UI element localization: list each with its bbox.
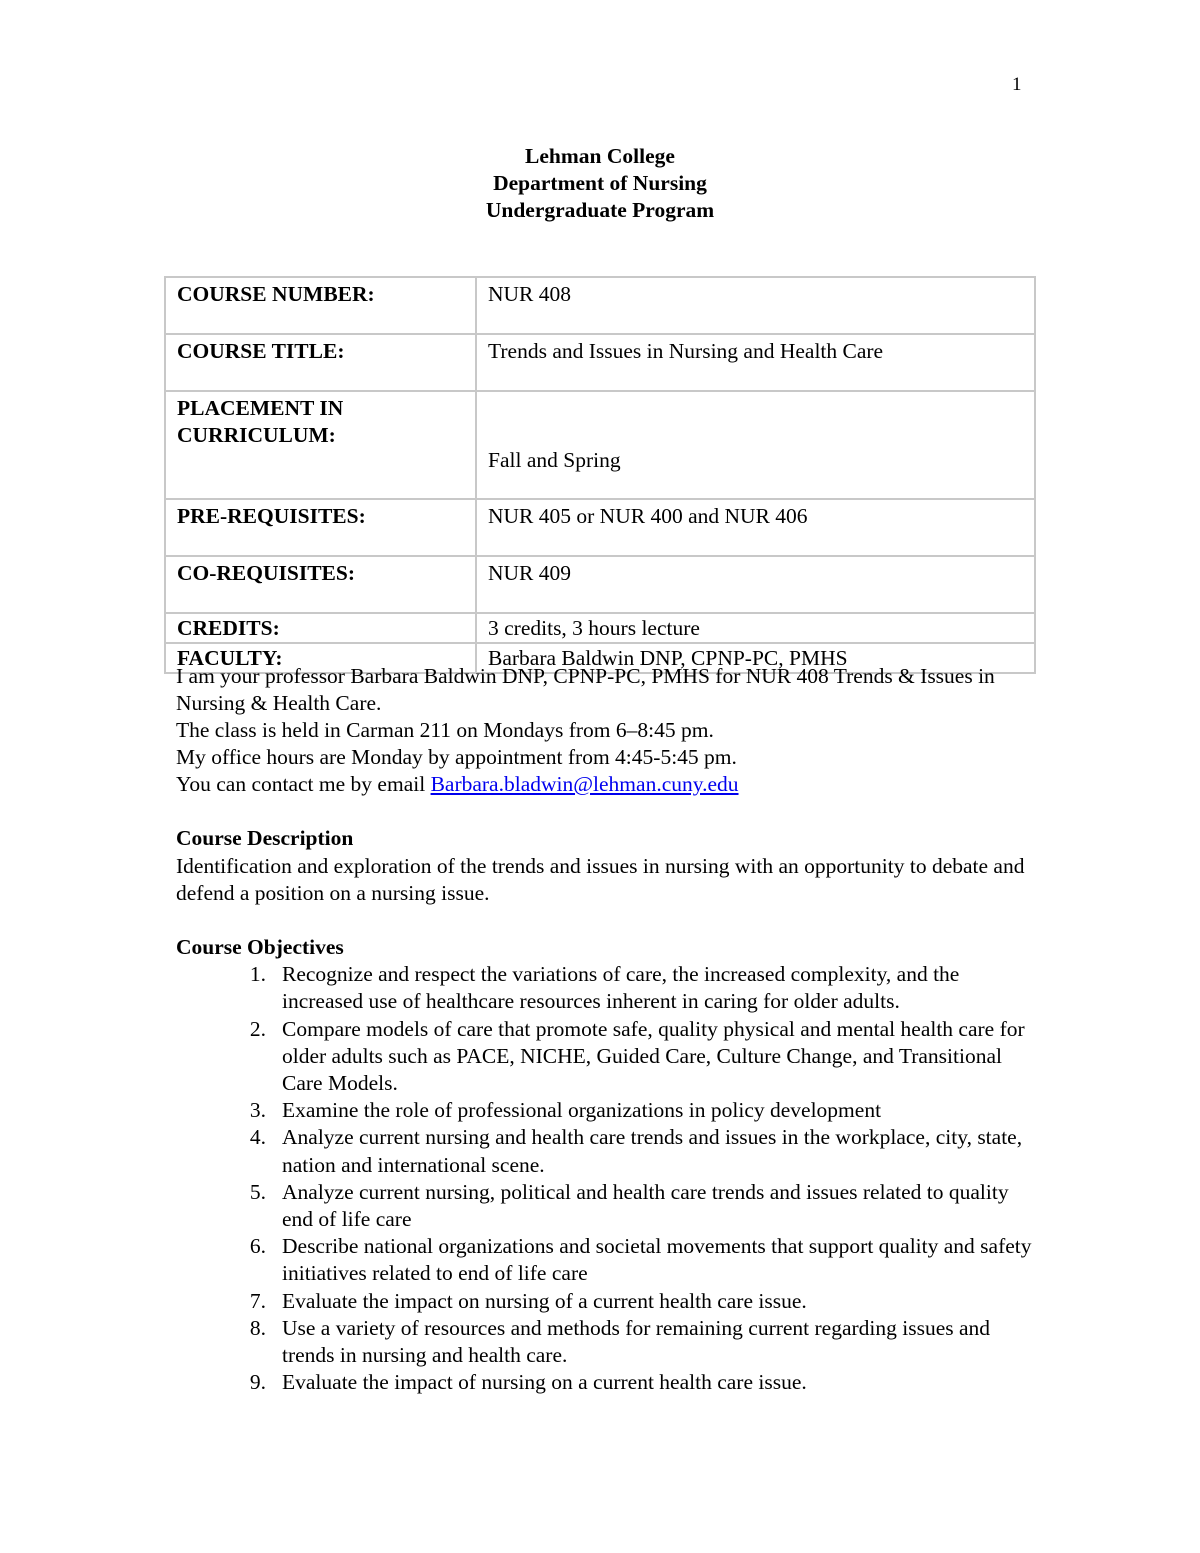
department-name: Department of Nursing	[493, 171, 707, 195]
list-item	[176, 1233, 1036, 1287]
credits-value: 3 credits, 3 hours lecture	[476, 613, 1035, 643]
course-objectives-title: Course Objectives	[176, 935, 344, 959]
placement-value: Fall and Spring	[476, 391, 1035, 499]
prerequisites-value: NUR 405 or NUR 400 and NUR 406	[476, 499, 1035, 556]
corequisites-label: CO-REQUISITES:	[165, 556, 476, 613]
item-number: 9.	[249, 1370, 266, 1395]
course-info-table	[164, 276, 1036, 674]
course-title-value: Trends and Issues in Nursing and Health Care	[476, 334, 1035, 391]
class-location-line: The class is held in Carman 211 on Mondays from 6–8:45 pm.	[176, 718, 714, 742]
course-title-label: COURSE TITLE:	[165, 334, 476, 391]
item-number: 8.	[249, 1315, 266, 1340]
list-item	[176, 1016, 1036, 1098]
item-text: Examine the role of professional organizations in policy development	[282, 1098, 882, 1123]
course-number-value: NUR 408	[476, 277, 1035, 334]
course-number-label: COURSE NUMBER:	[165, 277, 476, 334]
course-description-section	[176, 825, 1026, 908]
prerequisites-label: PRE-REQUISITES:	[165, 499, 476, 556]
item-text: Use a variety of resources and methods for remaining current regarding issues and trends in nursing and health care.	[282, 1315, 991, 1368]
course-description-title: Course Description	[176, 826, 354, 850]
table-row	[165, 391, 1035, 499]
email-link[interactable]: Barbara.bladwin@lehman.cuny.edu	[430, 772, 739, 796]
list-item	[176, 1097, 1036, 1124]
table-row	[165, 334, 1035, 391]
credits-label: CREDITS:	[165, 613, 476, 643]
table-row	[165, 613, 1035, 643]
college-name: Lehman College	[525, 144, 675, 168]
table-row	[165, 277, 1035, 334]
item-number: 4.	[249, 1125, 266, 1150]
contact-prefix: You can contact me by email	[176, 772, 431, 796]
list-item	[176, 1369, 1036, 1396]
item-text: Compare models of care that promote safe, quality physical and mental health care for older adults such as PACE, NICHE, Guided Care, Culture Change, and Transitional Care Models.	[282, 1016, 1025, 1096]
item-text: Recognize and respect the variations of care, the increased complexity, and the increased use of healthcare resources inherent in caring for older adults.	[282, 962, 960, 1014]
item-text: Analyze current nursing, political and health care trends and issues related to quality end of life care	[282, 1179, 1009, 1232]
item-number: 2.	[249, 1016, 266, 1041]
list-item	[176, 1315, 1036, 1369]
office-hours-line: My office hours are Monday by appointment from 4:45-5:45 pm.	[176, 745, 737, 769]
program-name: Undergraduate Program	[485, 198, 715, 222]
list-item	[176, 961, 1036, 1015]
table-row	[165, 499, 1035, 556]
list-item	[176, 1288, 1036, 1315]
item-number: 1.	[249, 962, 266, 987]
professor-intro	[176, 663, 1016, 798]
intro-line: I am your professor Barbara Baldwin DNP, CPNP-PC, PMHS for NUR 408 Trends & Issues in Nursing & Health Care.	[176, 664, 995, 715]
item-number: 5.	[249, 1179, 266, 1204]
objectives-list	[176, 961, 1036, 1396]
document-heading	[0, 143, 1200, 224]
faculty-value: Barbara Baldwin DNP, CPNP-PC, PMHS	[476, 643, 1035, 673]
course-description-text: Identification and exploration of the trends and issues in nursing with an opportunity to debate and defend a position on a nursing issue.	[176, 853, 1025, 905]
item-text: Evaluate the impact on nursing of a current health care issue.	[282, 1288, 807, 1313]
corequisites-value: NUR 409	[476, 556, 1035, 613]
contact-line	[176, 771, 1016, 798]
list-item	[176, 1179, 1036, 1233]
item-number: 6.	[249, 1234, 266, 1259]
item-text: Analyze current nursing and health care trends and issues in the workplace, city, state, nation and international scene.	[282, 1125, 1023, 1177]
item-number: 7.	[249, 1288, 266, 1313]
item-number: 3.	[249, 1098, 266, 1123]
item-text: Describe national organizations and societal movements that support quality and safety initiatives related to end of life care	[282, 1234, 1032, 1286]
item-text: Evaluate the impact of nursing on a current health care issue.	[282, 1370, 807, 1395]
list-item	[176, 1124, 1036, 1178]
placement-label: PLACEMENT IN CURRICULUM:	[165, 391, 476, 499]
table-row	[165, 556, 1035, 613]
page-number: 1	[1012, 74, 1022, 95]
faculty-label: FACULTY:	[165, 643, 476, 673]
course-objectives-section	[176, 934, 1036, 1396]
